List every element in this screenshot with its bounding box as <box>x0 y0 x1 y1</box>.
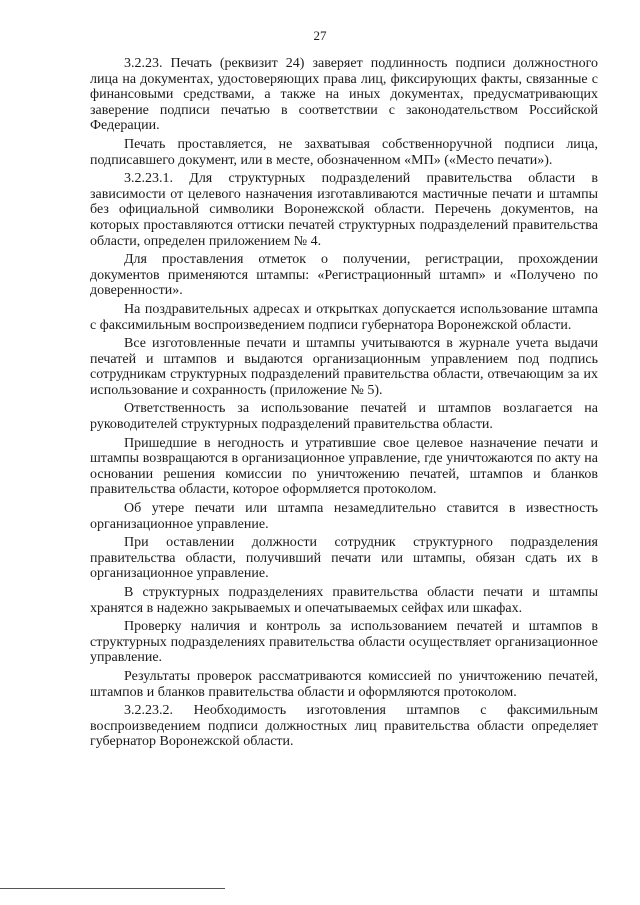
paragraph-inspection: Проверку наличия и контроль за использованием печатей и штампов в структурных подразделениях правительства области осуществляет организационное управление. <box>90 619 598 666</box>
paragraph-destruction: Пришедшие в негодность и утратившие свое целевое назначение печати и штампы возвращаются в организационное управление, где уничтожаются по акту на основании решения комиссии по уничтожению печатей, штампов и бланков правительства области, которое оформляется протоколом. <box>90 435 598 498</box>
page-number: 27 <box>313 28 327 43</box>
paragraph-responsibility: Ответственность за использование печатей и штампов возлагается на руководителей структурных подразделений правительства области. <box>90 401 598 433</box>
footer-divider <box>0 888 225 889</box>
paragraph-seal-accounting: Все изготовленные печати и штампы учитываются в журнале учета выдачи печатей и штампов и выдаются организационным управлением под подпись сотрудникам структурных подразделений правительства области, отвечающим за их использование и сохранность (приложение № 5). <box>90 336 598 398</box>
paragraph-leaving-position: При оставлении должности сотрудник структурного подразделения правительства области, получивший печати или штампы, обязан сдать их в организационное управление. <box>90 535 598 582</box>
paragraph-loss-notice: Об утере печати или штампа незамедлительно ставится в известность организационное управление. <box>90 501 598 532</box>
paragraph-seal-placement: Печать проставляется, не захватывая собственноручной подписи лица, подписавшего документ, или в месте, обозначенном «МП» («Место печати»). <box>90 136 598 168</box>
paragraph-3-2-23-1: 3.2.23.1. Для структурных подразделений правительства области в зависимости от целевого назначения изготавливаются мастичные печати и штампы без официальной символики Воронежской области. Перечень документов, на которых проставляются оттиски печатей структурных подразделений правительства области, определен приложением № 4. <box>90 171 598 249</box>
paragraph-facsimile-greetings: На поздравительных адресах и открытках допускается использование штампа с факсимильным воспроизведением подписи губернатора Воронежской области. <box>90 301 598 333</box>
paragraph-3-2-23-2: 3.2.23.2. Необходимость изготовления штампов с факсимильным воспроизведением подписи должностных лиц правительства области определяет губернатор Воронежской области. <box>90 703 598 750</box>
paragraph-registration-stamps: Для проставления отметок о получении, регистрации, прохождении документов применяются штампы: «Регистрационный штамп» и «Получено по доверенности». <box>90 252 598 299</box>
document-body <box>90 56 598 753</box>
paragraph-storage: В структурных подразделениях правительства области печати и штампы хранятся в надежно закрываемых и опечатываемых сейфах или шкафах. <box>90 585 598 616</box>
paragraph-3-2-23: 3.2.23. Печать (реквизит 24) заверяет подлинность подписи должностного лица на документах, удостоверяющих права лиц, фиксирующих факты, связанные с финансовыми средствами, а также на иных документах, предусматривающих заверение подписи печатью в соответствии с законодательством Российской Федерации. <box>90 56 598 134</box>
paragraph-inspection-results: Результаты проверок рассматриваются комиссией по уничтожению печатей, штампов и бланков правительства области и оформляются протоколом. <box>90 668 598 700</box>
